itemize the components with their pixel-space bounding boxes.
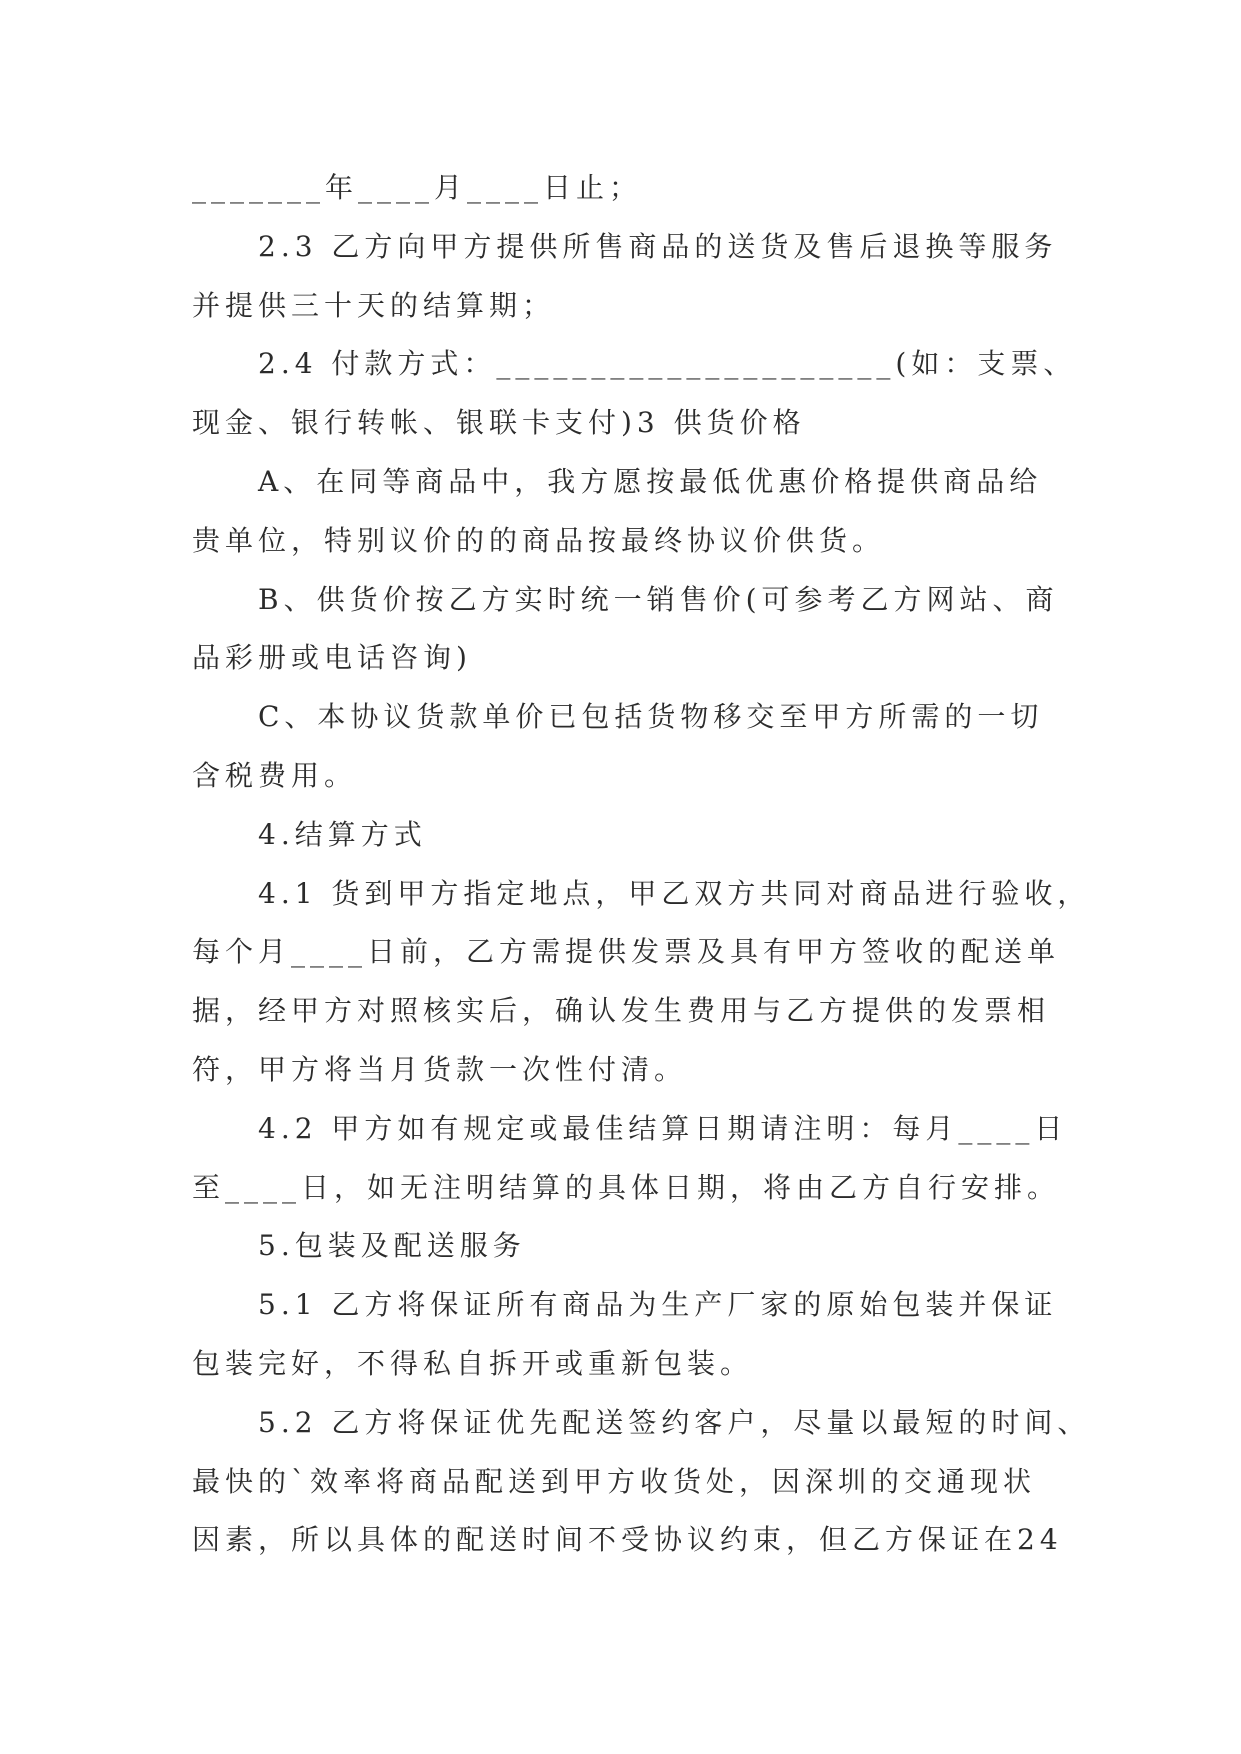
paragraph-price-b <box>192 571 1152 689</box>
text-line: 含税费用。 <box>192 758 358 792</box>
text-line: 最快的`效率将商品配送到甲方收货处，因深圳的交通现状 <box>192 1464 1037 1498</box>
section-heading-settlement <box>192 806 1152 865</box>
paragraph-clause-2-3 <box>192 218 1152 336</box>
text-line: 每个月____日前，乙方需提供发票及具有甲方签收的配送单 <box>192 935 1061 969</box>
text-line: 据，经甲方对照核实后，确认发生费用与乙方提供的发票相 <box>192 994 1051 1028</box>
text-line: 贵单位，特别议价的的商品按最终协议价供货。 <box>192 523 886 557</box>
text-line: 2.4 付款方式：_____________________(如：支票、 <box>258 347 1077 381</box>
paragraph-clause-5-1 <box>192 1276 1152 1394</box>
section-heading: 5.包装及配送服务 <box>258 1229 526 1263</box>
text-line: 2.3 乙方向甲方提供所售商品的送货及售后退换等服务 <box>258 229 1058 263</box>
text-line: 4.2 甲方如有规定或最佳结算日期请注明：每月____日 <box>258 1111 1068 1145</box>
paragraph-clause-5-2 <box>192 1394 1152 1570</box>
text-line: 现金、银行转帐、银联卡支付)3 供货价格 <box>192 406 806 440</box>
text-line: 4.1 货到甲方指定地点，甲乙双方共同对商品进行验收， <box>258 876 1091 910</box>
text-line: 因素，所以具体的配送时间不受协议约束，但乙方保证在24 <box>192 1523 1063 1557</box>
text-line: A、在同等商品中，我方愿按最低优惠价格提供商品给 <box>258 464 1043 498</box>
text-line: B、供货价按乙方实时统一销售价(可参考乙方网站、商 <box>258 582 1059 616</box>
paragraph-clause-4-2 <box>192 1100 1152 1218</box>
section-heading-packaging <box>192 1217 1152 1276</box>
document-body <box>192 159 1152 1570</box>
text-line: 包装完好，不得私自拆开或重新包装。 <box>192 1346 754 1380</box>
text-line: 品彩册或电话咨询) <box>192 641 472 675</box>
text-line: _______年____月____日止； <box>192 171 643 204</box>
text-line: 至____日，如无注明结算的具体日期，将由乙方自行安排。 <box>192 1170 1061 1204</box>
paragraph-price-a <box>192 453 1152 571</box>
paragraph-term-end-date <box>192 159 1152 218</box>
paragraph-price-c <box>192 688 1152 806</box>
paragraph-clause-2-4 <box>192 335 1152 453</box>
text-line: 符，甲方将当月货款一次性付清。 <box>192 1052 688 1086</box>
text-line: 并提供三十天的结算期； <box>192 288 556 322</box>
section-heading: 4.结算方式 <box>258 817 427 851</box>
paragraph-clause-4-1 <box>192 865 1152 1100</box>
text-line: C、本协议货款单价已包括货物移交至甲方所需的一切 <box>258 700 1044 734</box>
text-line: 5.1 乙方将保证所有商品为生产厂家的原始包装并保证 <box>258 1288 1058 1322</box>
text-line: 5.2 乙方将保证优先配送签约客户，尽量以最短的时间、 <box>258 1405 1091 1439</box>
